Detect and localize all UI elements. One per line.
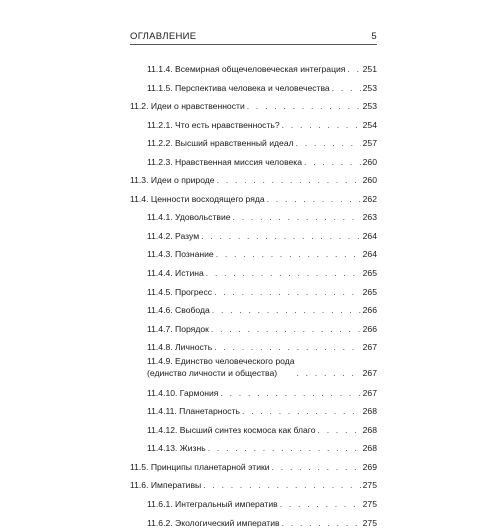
dot-leader [280, 495, 361, 514]
toc-entry-line [130, 283, 377, 302]
toc-entry-line [130, 495, 377, 514]
toc-entry-page: 267 [362, 342, 377, 353]
toc-entry-line [130, 439, 377, 458]
dot-leader [211, 320, 361, 339]
toc-entry [130, 402, 377, 421]
toc-entry-line [130, 190, 377, 209]
toc-entry-page: 275 [362, 480, 377, 491]
toc-entry-page: 264 [362, 249, 377, 260]
running-header-title: ОГЛАВЛЕНИЕ [130, 31, 197, 42]
toc-entry-page: 254 [362, 119, 377, 130]
toc-entry [130, 320, 377, 339]
toc-entry [130, 97, 377, 116]
toc-entry [130, 357, 377, 384]
page-number: 5 [371, 31, 377, 42]
toc-entry-label: 11.2. Идеи о нравственности [130, 101, 245, 112]
toc-entry-line [130, 421, 377, 440]
toc-entry-page: 268 [362, 406, 377, 417]
header-rule [130, 44, 377, 45]
toc-entry [130, 134, 377, 153]
dot-leader [242, 402, 361, 421]
toc-entry-page: 267 [362, 387, 377, 398]
toc-entry-page: 260 [362, 156, 377, 167]
toc-entry-line [130, 402, 377, 421]
toc-entry-label: 11.4.10. Гармония [147, 387, 219, 398]
toc-entry-label: 11.6.2. Экологический императив [147, 517, 280, 528]
toc-entry-label: 11.1.5. Перспектива человека и человечества [147, 82, 330, 93]
toc-entry-label: 11.2.3. Нравственная миссия человека [147, 156, 303, 167]
dot-leader [201, 227, 361, 246]
running-header [130, 31, 377, 45]
toc-entry-line [130, 514, 377, 532]
toc-entry-label: 11.1.4. Всемирная общечеловеческая интеграция [147, 64, 346, 74]
toc-entry [130, 495, 377, 514]
toc-entry-page: 260 [362, 175, 377, 186]
dot-leader [208, 439, 361, 458]
toc-entry-page: 262 [362, 193, 377, 204]
toc-entry-page: 269 [362, 461, 377, 472]
toc-entry-page: 253 [362, 82, 377, 93]
toc-entry-line [130, 476, 377, 495]
toc-entry-page: 268 [362, 443, 377, 454]
toc-entry-line [130, 264, 377, 283]
dot-leader [220, 384, 360, 403]
dot-leader [347, 60, 360, 79]
toc-entry-label: 11.5. Принципы планетарной этики [130, 461, 270, 472]
dot-leader [203, 476, 360, 495]
toc-entry-label: 11.2.1. Что есть нравственность? [147, 119, 280, 130]
toc-entry-label: 11.4.2. Разум [147, 230, 200, 241]
toc-entry-line [130, 134, 377, 153]
toc-entry [130, 384, 377, 403]
dot-leader [282, 116, 361, 135]
toc-entry [130, 245, 377, 264]
toc-entry-label: 11.6. Императивы [130, 480, 202, 491]
toc-entry-label: 11.2.2. Высший нравственный идеал [147, 138, 294, 149]
toc-entry [130, 116, 377, 135]
toc-entry-label: 11.4.7. Порядок [147, 323, 209, 334]
toc-entry [130, 264, 377, 283]
toc-entry-label: 11.6.1. Интегральный императив [147, 499, 278, 510]
toc-entry [130, 79, 377, 98]
toc-entry-line [130, 357, 377, 380]
toc-entry-line [130, 79, 377, 98]
dot-leader [318, 421, 361, 440]
toc-entry-label: 11.4.12. Высший синтез космоса как благо [147, 424, 316, 435]
toc-entry-label: 11.4.4. Истина [147, 268, 204, 279]
toc-entry-label: 11.4.3. Познание [147, 249, 214, 260]
toc-entry-label: 11.4. Ценности восходящего ряда [130, 193, 265, 204]
dot-leader [214, 283, 361, 302]
toc-entry-page: 267 [362, 368, 377, 379]
toc-entry [130, 458, 377, 477]
toc-entry-label: 11.3. Идеи о природе [130, 175, 215, 186]
toc-entry [130, 439, 377, 458]
dot-leader [216, 245, 361, 264]
toc-entry-label: 11.4.8. Личность [147, 342, 213, 353]
dot-leader [233, 208, 361, 227]
toc-entry [130, 227, 377, 246]
toc-entry-line [130, 116, 377, 135]
dot-leader [282, 514, 361, 532]
toc-entry [130, 283, 377, 302]
dot-leader [212, 301, 361, 320]
toc-entry [130, 171, 377, 190]
toc-entry-page: 265 [362, 286, 377, 297]
toc-entry-page: 266 [362, 305, 377, 316]
toc-entry [130, 514, 377, 532]
toc-entry-page: 268 [362, 424, 377, 435]
toc-entry-label: 11.4.13. Жизнь [147, 443, 206, 454]
toc-entry-page: 275 [362, 517, 377, 528]
toc-entry-line [130, 301, 377, 320]
toc-entry-label [147, 355, 294, 380]
toc-entry-page: 251 [362, 64, 377, 74]
table-of-contents [130, 60, 377, 532]
dot-leader [332, 79, 361, 98]
toc-entry-page: 275 [362, 499, 377, 510]
toc-entry-line [130, 97, 377, 116]
dot-leader [206, 264, 361, 283]
toc-entry [130, 208, 377, 227]
toc-entry-line [130, 458, 377, 477]
toc-entry-label: 11.4.5. Прогресс [147, 286, 213, 297]
toc-entry-line [130, 208, 377, 227]
dot-leader [267, 190, 361, 209]
toc-entry-line [130, 227, 377, 246]
toc-entry-line [130, 60, 377, 79]
toc-entry-line [130, 245, 377, 264]
toc-entry-label: 11.4.1. Удовольствие [147, 212, 231, 223]
toc-entry [130, 301, 377, 320]
toc-entry-label-line2: (единство личности и общества) [147, 368, 278, 379]
dot-leader [217, 171, 361, 190]
toc-entry-label: 11.4.11. Планетарность [147, 406, 241, 417]
toc-entry [130, 153, 377, 172]
toc-entry-line [130, 384, 377, 403]
toc-entry-page: 264 [362, 230, 377, 241]
toc-entry [130, 476, 377, 495]
toc-entry-page: 265 [362, 268, 377, 279]
dot-leader [272, 458, 361, 477]
dot-leader [304, 153, 361, 172]
dot-leader [247, 97, 361, 116]
dot-leader [296, 134, 361, 153]
toc-entry-page: 263 [362, 212, 377, 223]
toc-entry-line [130, 171, 377, 190]
toc-entry-label: 11.4.6. Свобода [147, 305, 210, 316]
toc-entry [130, 421, 377, 440]
toc-entry [130, 60, 377, 79]
toc-entry-line [130, 153, 377, 172]
toc-entry-page: 266 [362, 323, 377, 334]
toc-entry-line [130, 320, 377, 339]
toc-entry-label-line1: 11.4.9. Единство человеческого рода [147, 355, 295, 366]
toc-entry-page: 257 [362, 138, 377, 149]
dot-leader [296, 367, 360, 380]
toc-entry-page: 253 [362, 101, 377, 112]
toc-entry [130, 190, 377, 209]
